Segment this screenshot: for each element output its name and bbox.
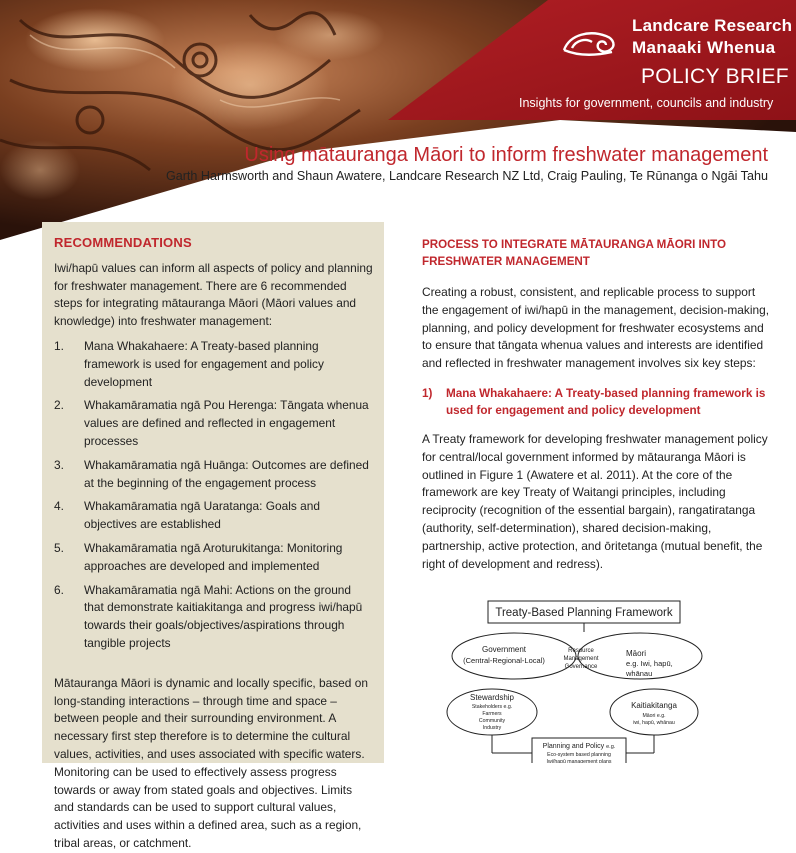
kaitiakitanga-label: Kaitiakitanga	[631, 701, 677, 710]
process-heading: PROCESS TO INTEGRATE MĀTAURANGA MĀORI INTO FRESHWATER MANAGEMENT	[422, 238, 727, 268]
list-item-text: Mana Whakahaere: A Treaty-based planning framework is used for engagement and policy development	[84, 338, 324, 389]
maori-sublabel-2: whānau	[626, 669, 653, 678]
org-name-english: Landcare Research	[632, 16, 793, 35]
org-name-maori: Manaaki Whenua	[632, 38, 776, 57]
center-label-3: Governance	[564, 664, 598, 670]
process-intro: Creating a robust, consistent, and replicable process to support the engagement of iwi/hapū in the management, decision-making, planning, and policy development for freshwater ecosystems and to ensure that tāngata whenua values and interests are identified and reflected in freshwater management involves six key steps:	[422, 285, 770, 371]
planning-policy-sublabel: Eco-system based planning	[547, 752, 611, 758]
list-item	[54, 457, 374, 493]
policy-brief-label: POLICY BRIEF	[641, 65, 789, 88]
stewardship-sublabel: Community	[478, 718, 506, 724]
list-item-text: Whakamāramatia ngā Mahi: Actions on the ground that demonstrate kaitiakitanga and progress iwi/hapū towards their goals/objectives/aspirations through tangible projects	[84, 582, 363, 650]
planning-policy-eg: e.g.	[606, 744, 616, 750]
list-item	[54, 498, 374, 534]
list-item-number: 4.	[54, 499, 64, 514]
step-1-title: Mana Whakahaere: A Treaty-based planning framework is used for engagement and policy development	[446, 386, 766, 417]
center-label-2: Management	[563, 656, 599, 662]
recommendations-closing: Mātauranga Māori is dynamic and locally specific, based on long-standing interactions – through time and space – between people and their surrounding environment. A necessary first step therefore is to determine the cultural values, activities, and uses associated with specific waters. Monitoring can be used to effectively assess progress towards or away from stated goals and objectives. Limits and standards can be used to support cultural values, activities and uses within a defined area, such as a region, tribal areas, or catchment.	[54, 675, 368, 850]
maori-sublabel-1: e.g. Iwi, hapū,	[626, 659, 673, 668]
center-label-1: Resource	[568, 648, 594, 654]
step-1-number: 1)	[422, 386, 433, 400]
planning-policy-sublabel: Iwi/hapū management plans	[546, 759, 612, 763]
list-item-text: Whakamāramatia ngā Huānga: Outcomes are defined at the beginning of the engagement process	[84, 457, 369, 490]
recommendations-list	[54, 338, 374, 653]
planning-policy-label	[543, 743, 616, 750]
list-item-number: 3.	[54, 457, 64, 472]
kaitiakitanga-sublabel: iwi, hapū, whānau	[633, 720, 675, 726]
step-1-body: A Treaty framework for developing freshwater management policy for central/local government informed by mātauranga Māori is outlined in Figure 1 (Awatere et al. 2011). At the core of the framework are key Treaty of Waitangi principles, including reciprocity (recognition of the essential bargain), rangatiratanga (authority, self-determination), shared decision-making, partnership, active protection, and ōritetanga (mutual benefit, the right of development and redress).	[422, 431, 768, 571]
list-item	[54, 397, 374, 450]
diagram-title: Treaty-Based Planning Framework	[495, 607, 673, 619]
list-item-number: 5.	[54, 540, 64, 555]
treaty-framework-diagram	[440, 596, 730, 763]
recommendations-panel	[42, 222, 384, 850]
recommendations-heading: RECOMMENDATIONS	[54, 235, 192, 250]
koru-logo-icon	[560, 24, 620, 60]
list-item-text: Whakamāramatia ngā Aroturukitanga: Monitoring approaches are developed and implemented	[84, 540, 343, 573]
list-item	[54, 338, 374, 391]
planning-policy-title: Planning and Policy	[542, 743, 605, 750]
list-item	[54, 540, 374, 576]
list-item-text: Whakamāramatia ngā Pou Herenga: Tāngata whenua values are defined and reflected in engagement processes	[84, 398, 369, 448]
tagline: Insights for government, councils and industry	[519, 96, 774, 110]
stewardship-label: Stewardship	[469, 693, 515, 702]
stewardship-sublabel: Farmers	[482, 711, 502, 717]
document-title: Using mātauranga Māori to inform freshwater management	[244, 144, 768, 166]
recommendations-intro: Iwi/hapū values can inform all aspects of policy and planning for freshwater management. There are 6 recommended steps for integrating mātauranga Māori (Māori values and knowledge) into freshwater management:	[54, 260, 373, 329]
list-item	[54, 582, 374, 653]
list-item-number: 2.	[54, 398, 64, 413]
government-label: Government	[481, 645, 527, 654]
list-item-number: 6.	[54, 582, 64, 597]
process-section	[422, 236, 770, 585]
list-item-text: Whakamāramatia ngā Uaratanga: Goals and objectives are established	[84, 499, 320, 532]
stewardship-sublabel: Industry	[482, 725, 502, 731]
document-authors: Garth Harmsworth and Shaun Awatere, Landcare Research NZ Ltd, Craig Pauling, Te Rūnanga o Ngāi Tahu	[165, 169, 768, 183]
maori-label: Māori	[626, 649, 647, 658]
step-1-heading	[422, 385, 770, 419]
kaitiakitanga-ellipse	[610, 689, 698, 735]
list-item-number: 1.	[54, 338, 64, 353]
stewardship-sublabel: Stakeholders e.g.	[471, 704, 513, 710]
government-sublabel: (Central-Regional-Local)	[463, 656, 545, 665]
kaitiakitanga-sublabel: Māori e.g.	[642, 713, 666, 719]
